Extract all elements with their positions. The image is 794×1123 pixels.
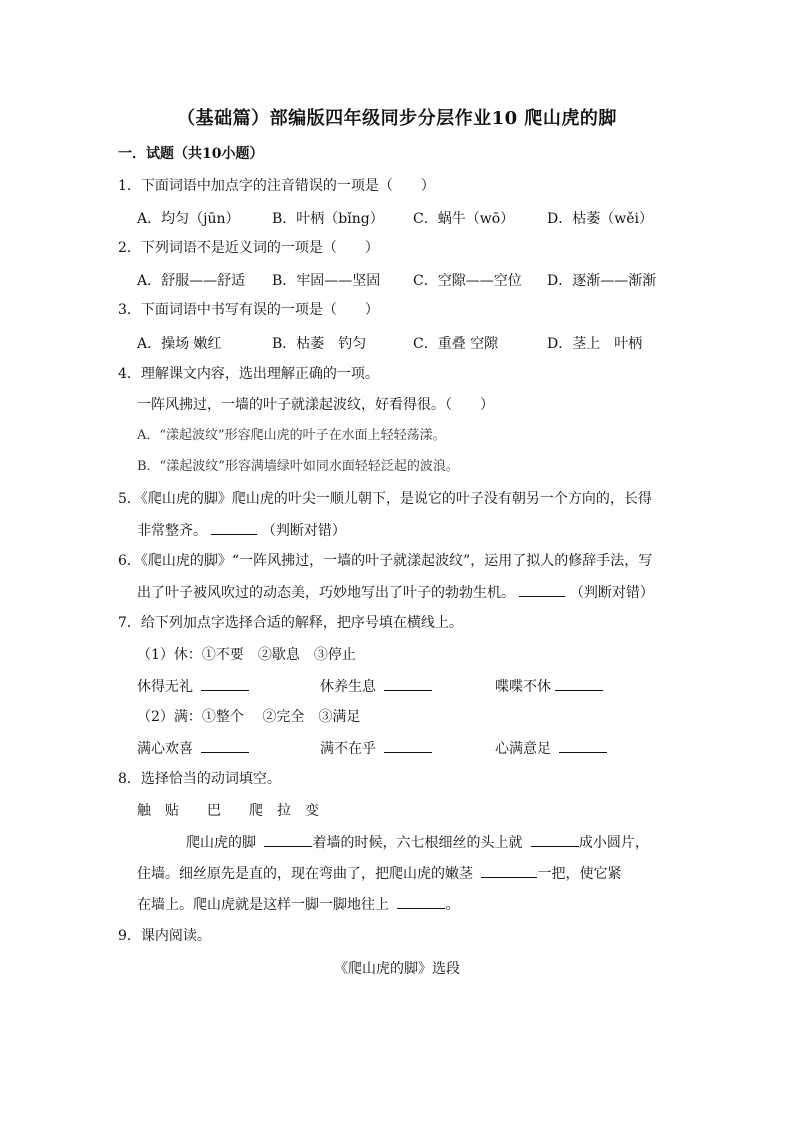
question-3-option-a: A．操场 嫩红 <box>137 336 222 352</box>
question-7-word-2 <box>320 676 432 697</box>
question-8-word-bank: 触 贴 巴 爬 拉 变 <box>137 803 319 819</box>
answer-blank[interactable] <box>384 738 432 753</box>
word-text: 喋喋不休 <box>495 679 551 695</box>
question-5-suffix: （判断对错） <box>261 523 346 539</box>
question-5-text: 非常整齐。 <box>137 523 207 539</box>
question-7-part-1: （1）休：①不要 ②歇息 ③停止 <box>137 647 356 663</box>
passage-text: 爬山虎的脚 <box>186 835 256 851</box>
question-7-word-1 <box>137 676 249 697</box>
passage-text: 着墙的时候，六七根细丝的头上就 <box>312 835 523 851</box>
question-2-stem: 2．下列词语不是近义词的一项是（ ） <box>118 240 379 256</box>
question-1-option-d: D．枯萎（wěi） <box>547 211 653 227</box>
question-2-option-a: A．舒服——舒适 <box>137 273 246 289</box>
word-text: 满不在乎 <box>320 741 376 757</box>
question-7-word-4 <box>137 738 249 759</box>
question-3-stem: 3．下面词语中书写有误的一项是（ ） <box>118 302 379 318</box>
question-1-stem: 1．下面词语中加点字的注音错误的一项是（ ） <box>118 178 435 194</box>
section-heading: 一．试题（共10小题） <box>118 146 264 162</box>
question-3-option-c: C．重叠 空隙 <box>413 336 499 352</box>
question-8-line-3 <box>137 894 459 915</box>
question-6-line-1: 6．《爬山虎的脚》“一阵风拂过，一墙的叶子就漾起波纹”，运用了拟人的修辞手法，写 <box>118 553 653 569</box>
answer-blank[interactable] <box>201 738 249 753</box>
question-6-line-2 <box>137 582 654 603</box>
question-1-option-c: C．蜗牛（wō） <box>413 211 515 227</box>
question-2-option-b: B．牢固——坚固 <box>272 273 381 289</box>
question-7-stem: 7．给下列加点字选择合适的解释，把序号填在横线上。 <box>118 615 463 631</box>
question-5-line-2 <box>137 520 346 541</box>
answer-blank[interactable] <box>531 832 579 847</box>
passage-text: 在墙上。爬山虎就是这样一脚一脚地往上 <box>137 897 389 913</box>
word-text: 心满意足 <box>495 741 551 757</box>
question-3-option-d: D．茎上 叶柄 <box>547 336 643 352</box>
answer-blank[interactable] <box>264 832 312 847</box>
answer-blank[interactable] <box>384 676 432 691</box>
question-9-stem: 9．课内阅读。 <box>118 928 211 944</box>
answer-blank[interactable] <box>555 676 603 691</box>
word-text: 满心欢喜 <box>137 741 193 757</box>
answer-blank[interactable] <box>397 894 445 909</box>
question-7-word-5 <box>320 738 432 759</box>
question-6-answer-blank[interactable] <box>519 582 565 597</box>
word-text: 休得无礼 <box>137 679 193 695</box>
question-4-option-b: B．“漾起波纹”形容满墙绿叶如同水面轻轻泛起的波浪。 <box>137 459 459 474</box>
question-1-option-b: B．叶柄（bǐng） <box>272 211 384 227</box>
question-8-line-1 <box>186 832 649 853</box>
answer-blank[interactable] <box>559 738 607 753</box>
passage-text: 一把，使它紧 <box>537 866 622 882</box>
question-7-part-2: （2）满：①整个 ②完全 ③满足 <box>137 709 361 725</box>
question-6-suffix: （判断对错） <box>569 585 654 601</box>
question-4-stem: 4．理解课文内容，选出理解正确的一项。 <box>118 366 379 382</box>
question-4-quote: 一阵风拂过，一墙的叶子就漾起波纹，好看得很。（ ） <box>137 397 494 413</box>
question-4-option-a: A．“漾起波纹”形容爬山虎的叶子在水面上轻轻荡漾。 <box>137 428 446 443</box>
word-text: 休养生息 <box>320 679 376 695</box>
answer-blank[interactable] <box>481 863 537 878</box>
passage-text: 。 <box>445 897 460 913</box>
question-7-word-6 <box>495 738 607 759</box>
page-title: （基础篇）部编版四年级同步分层作业10 爬山虎的脚 <box>177 108 617 129</box>
question-7-word-3 <box>495 676 603 697</box>
question-8-stem: 8．选择恰当的动词填空。 <box>118 771 281 787</box>
passage-text: 住墙。细丝原先是直的，现在弯曲了，把爬山虎的嫩茎 <box>137 866 473 882</box>
question-1-option-a: A．均匀（jūn） <box>137 211 240 227</box>
question-5-answer-blank[interactable] <box>211 520 257 535</box>
answer-blank[interactable] <box>201 676 249 691</box>
question-3-option-b: B．枯萎 钓匀 <box>272 336 367 352</box>
question-5-line-1: 5．《爬山虎的脚》爬山虎的叶尖一顺儿朝下，是说它的叶子没有朝另一个方向的，长得 <box>118 491 652 507</box>
question-6-text: 出了叶子被风吹过的动态美，巧妙地写出了叶子的勃勃生机。 <box>137 585 515 601</box>
question-8-line-2 <box>137 863 621 884</box>
question-9-subtitle: 《爬山虎的脚》选段 <box>334 961 460 977</box>
question-2-option-d: D．逐渐——渐渐 <box>547 273 657 289</box>
question-2-option-c: C．空隙——空位 <box>413 273 522 289</box>
passage-text: 成小圆片， <box>578 835 649 851</box>
